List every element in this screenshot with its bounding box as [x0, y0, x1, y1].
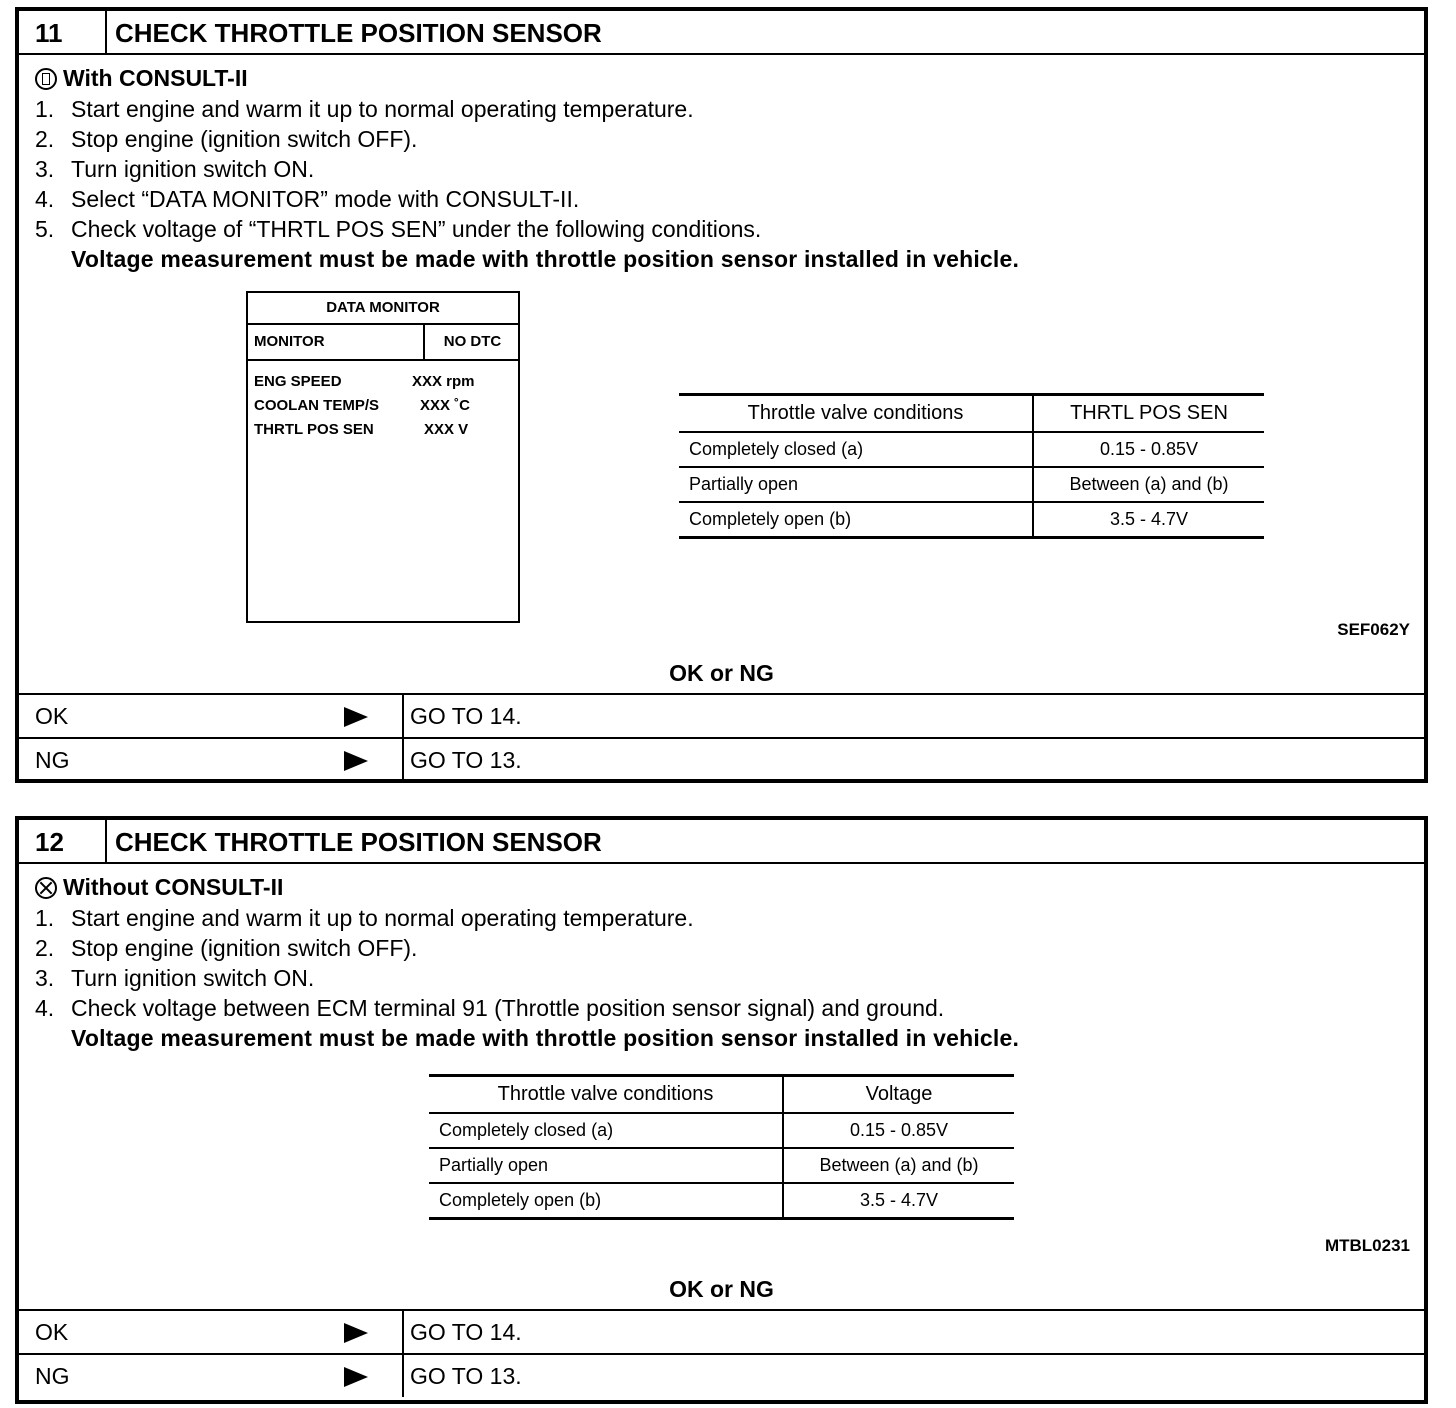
result-row-ng: [19, 1353, 1424, 1397]
table-row: Partially open Between (a) and (b): [429, 1148, 1014, 1183]
monitor-label: MONITOR: [254, 333, 325, 350]
subheading: [35, 65, 248, 92]
spec-table: [429, 1074, 1014, 1220]
table-row: Completely open (b) 3.5 - 4.7V: [679, 502, 1264, 538]
divider: [248, 359, 518, 361]
procedure-block-12: [15, 816, 1428, 1404]
list-item: 4. Check voltage between ECM terminal 91 (Throttle position sensor signal) and ground.: [35, 995, 945, 1021]
block-header: [19, 11, 1424, 55]
result-key: OK: [35, 703, 69, 729]
ok-or-ng-label: OK or NG: [669, 1276, 774, 1302]
arrow-right-icon: [344, 1367, 368, 1387]
procedure-block-11: [15, 7, 1428, 783]
table-row: Partially open Between (a) and (b): [679, 467, 1264, 502]
table-header-row: [679, 395, 1264, 433]
result-action: GO TO 14.: [402, 1311, 522, 1353]
data-monitor-title: DATA MONITOR: [248, 293, 518, 325]
ok-or-ng-label: OK or NG: [669, 660, 774, 686]
step-number: 11: [19, 11, 107, 53]
figure-id: SEF062Y: [1337, 620, 1410, 639]
column-header: THRTL POS SEN: [1033, 395, 1264, 433]
column-header: Throttle valve conditions: [679, 395, 1033, 433]
result-action: GO TO 14.: [402, 695, 522, 737]
list-item: 2. Stop engine (ignition switch OFF).: [35, 935, 418, 961]
arrow-right-icon: [344, 1323, 368, 1343]
result-key: OK: [35, 1319, 69, 1345]
figure-id: MTBL0231: [1324, 1236, 1410, 1255]
subheading-text: With CONSULT-II: [63, 65, 248, 91]
list-item: 3. Turn ignition switch ON.: [35, 156, 315, 182]
monitor-row: THRTL POS SEN XXX V: [254, 421, 469, 438]
result-key: NG: [35, 747, 70, 773]
list-item: 5. Check voltage of “THRTL POS SEN” under the following conditions.: [35, 216, 762, 242]
list-item: 2. Stop engine (ignition switch OFF).: [35, 126, 418, 152]
list-item: 4. Select “DATA MONITOR” mode with CONSULT-II.: [35, 186, 580, 212]
list-item: 3. Turn ignition switch ON.: [35, 965, 315, 991]
arrow-right-icon: [344, 751, 368, 771]
result-row-ok: [19, 693, 1424, 737]
no-consult-icon: [35, 877, 57, 899]
consult-icon: [35, 68, 57, 90]
step-list: [35, 903, 944, 1023]
column-header: Throttle valve conditions: [429, 1076, 783, 1114]
result-action: GO TO 13.: [402, 1355, 522, 1397]
result-row-ok: [19, 1309, 1424, 1353]
step-title: CHECK THROTTLE POSITION SENSOR: [115, 827, 602, 857]
step-number: 12: [19, 820, 107, 862]
list-item: 1. Start engine and warm it up to normal operating temperature.: [35, 905, 694, 931]
result-key: NG: [35, 1363, 70, 1389]
result-row-ng: [19, 737, 1424, 781]
dtc-status: NO DTC: [423, 325, 520, 359]
monitor-row: COOLAN TEMP/S XXX ˚C: [254, 397, 471, 414]
data-monitor-screen: [246, 291, 520, 623]
result-action: GO TO 13.: [402, 739, 522, 781]
table-row: Completely closed (a) 0.15 - 0.85V: [429, 1113, 1014, 1148]
table-row: Completely open (b) 3.5 - 4.7V: [429, 1183, 1014, 1219]
subheading-text: Without CONSULT-II: [63, 874, 284, 900]
warning-note: Voltage measurement must be made with throttle position sensor installed in vehicle.: [71, 246, 1020, 272]
subheading: [35, 874, 283, 901]
block-header: [19, 820, 1424, 864]
arrow-right-icon: [344, 707, 368, 727]
warning-note: Voltage measurement must be made with throttle position sensor installed in vehicle.: [71, 1025, 1020, 1051]
column-header: Voltage: [783, 1076, 1014, 1114]
list-item: 1. Start engine and warm it up to normal operating temperature.: [35, 96, 694, 122]
spec-table: [679, 393, 1264, 539]
step-list: [35, 94, 761, 244]
table-row: Completely closed (a) 0.15 - 0.85V: [679, 432, 1264, 467]
monitor-row: ENG SPEED XXX rpm: [254, 373, 475, 390]
step-title: CHECK THROTTLE POSITION SENSOR: [115, 18, 602, 48]
table-header-row: [429, 1076, 1014, 1114]
